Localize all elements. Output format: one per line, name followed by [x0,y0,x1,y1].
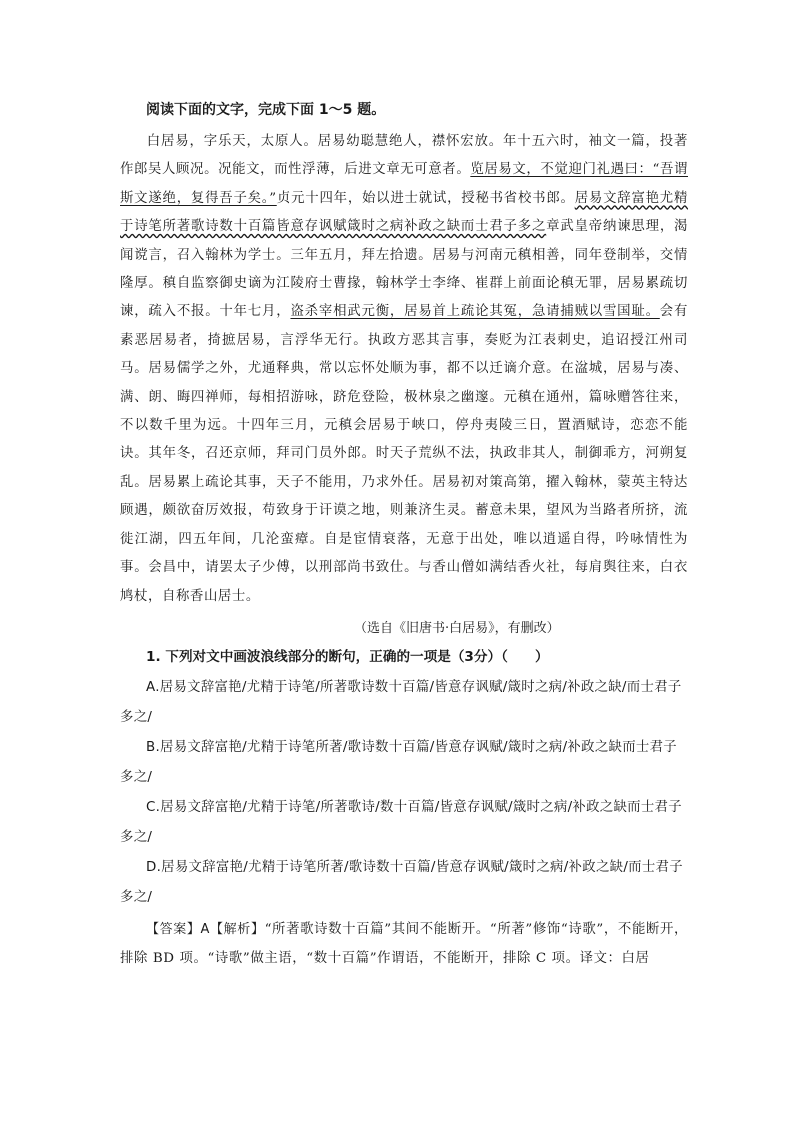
underlined-sentence-2: 盗杀宰相武元衡，居易首上疏论其冤，急请捕贼以雪国耻。 [290,304,660,320]
underlined-sentence-1: 览居易文，不觉迎门礼遇曰：“吾谓斯文遂绝，复得吾子矣。” [120,162,688,206]
answer-explanation [120,915,688,973]
source-citation: （选自《旧唐书·白居易》，有删改） [354,620,560,636]
wavy-underlined-sentence: 居易文辞富艳尤精于诗笔所著歌诗数十百篇皆意存讽赋箴时之病补政之缺而士君子多之 [120,190,688,235]
passage-text: 贞元十四年，始以进士就试，授秘书省校书郎。 [276,190,575,206]
option-d: D.居易文辞富艳/尤精于诗笔所著/歌诗数十百篇/皆意存讽赋/箴时之病/补政之缺/而士君子多之/ [120,859,683,905]
passage-paragraph [120,128,688,611]
option-b: B.居易文辞富艳/尤精于诗笔所著/歌诗数十百篇/皆意存讽赋/箴时之病/补政之缺而士君子多之/ [120,739,677,785]
document-content [120,100,688,973]
answer-text: “所著歌诗数十百篇”其间不能断开。“所著”修饰“诗歌”，不能断开，排除 BD 项。“诗歌”做主语，“数十百篇”作谓语，不能断开，排除 C 项。译文：白居 [120,921,688,966]
answer-tag: 【答案】A【解析】 [146,921,265,937]
section-heading: 阅读下面的文字，完成下面 1～5 题。 [146,102,386,118]
question-1-stem: 1. 下列对文中画波浪线部分的断句，正确的一项是（3分）（ ） [146,648,549,665]
option-c: C.居易文辞富艳/尤精于诗笔/所著歌诗/数十百篇/皆意存讽赋/箴时之病/补政之缺而士君子多之/ [120,799,682,845]
option-a: A.居易文辞富艳/尤精于诗笔/所著歌诗数十百篇/皆意存讽赋/箴时之病/补政之缺/而士君子多之/ [120,679,682,725]
passage-text: 会有素恶居易者，掎摭居易，言浮华无行。执政方恶其言事，奏贬为江表刺史，追诏授江州司马。居易儒学之外，尤通释典，常以忘怀处顺为事，都不以迁谪介意。在湓城，居易与凑、满、朗、晦四禅师，每相招游咏，跻危登险，极林泉之幽邃。元稹在通州，篇咏赠答往来，不以数千里为远。十四年三月，元稹会居易于峡口，停舟夷陵三日，置酒赋诗，恋恋不能诀。其年冬，召还京师，拜司门员外郎。时天子荒纵不法，执政非其人，制御乖方，河朔复乱。居易累上疏论其事，天子不能用，乃求外任。居易初对策高第，擢入翰林，蒙英主特达顾遇，颇欲奋厉效报，苟致身于讦谟之地，则兼济生灵。蓄意未果，望风为当路者所挤，流徙江湖，四五年间，几沦蛮瘴。自是宦情衰落，无意于出处，唯以逍遥自得，吟咏情性为事。会昌中，请罢太子少傅，以刑部尚书致仕。与香山僧如满结香火社，每肩舆往来，白衣鸠杖，自称香山居士。 [120,304,688,604]
passage-text: 章武皇帝纳谏思理，渴闻谠言，召入翰林为学士。三年五月，拜左拾遗。居易与河南元稹相善，同年登制举，交情隆厚。稹自监察御史谪为江陵府士曹掾，翰林学士李绛、崔群上前面论稹无罪，居易累疏切谏，疏入不报。十年七月， [120,219,689,320]
passage [120,128,688,611]
passage-text: 白居易，字乐天，太原人。居易幼聪慧绝人，襟怀宏放。年十五六时，袖文一篇，投著作郎吴人顾况。况能文，而性浮薄，后进文章无可意者。 [120,134,688,178]
